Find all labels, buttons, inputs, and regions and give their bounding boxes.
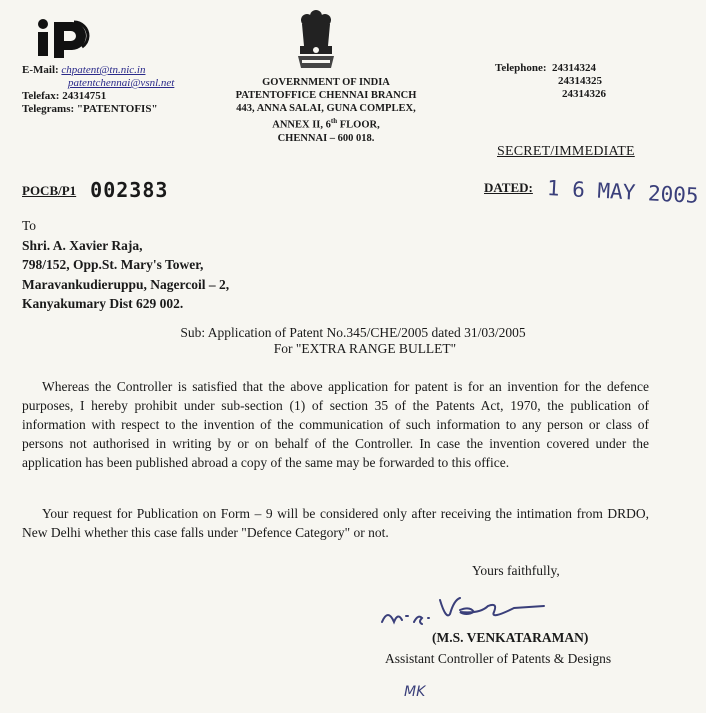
reference-line [22, 178, 168, 202]
telefax: Telefax: 24314751 [22, 90, 107, 102]
office-line-4: ANNEX II, 6th FLOOR, [272, 117, 380, 131]
telephone-number: 24314326 [562, 88, 606, 100]
classification-heading: SECRET/IMMEDIATE [497, 144, 635, 159]
office-line-2: PATENTOFFICE CHENNAI BRANCH [235, 90, 417, 101]
reference-number: 002383 [90, 178, 169, 202]
valediction: Yours faithfully, [472, 563, 560, 578]
office-address [226, 76, 426, 145]
address-line: Kanyakumary Dist 629 002. [22, 296, 184, 311]
date-stamp: 1 6 MAY 2005 [546, 176, 700, 208]
address-line: Shri. A. Xavier Raja, [22, 237, 143, 253]
telephone-label: Telephone: [495, 62, 547, 74]
handwritten-initials: MK [404, 684, 426, 700]
signatory-title: Assistant Controller of Patents & Designs [385, 651, 612, 666]
to-label: To [22, 218, 37, 233]
national-emblem-icon [294, 6, 338, 72]
body-paragraph-2: Your request for Publication on Form – 9 will be considered only after receiving the intimation from DRDO, New Delhi whether this case falls under "Defence Category" or not. [22, 506, 649, 540]
subject-line-2: For "EXTRA RANGE BULLET" [273, 341, 457, 356]
dated-label: DATED: [484, 180, 533, 195]
signatory-name: (M.S. VENKATARAMAN) [432, 630, 589, 645]
office-line-5: CHENNAI – 600 018. [277, 132, 375, 144]
ip-logo [36, 18, 96, 58]
recipient-address [22, 216, 229, 314]
office-line-3: 443, ANNA SALAI, GUNA COMPLEX, [236, 103, 416, 114]
body-paragraph-1: Whereas the Controller is satisfied that the above application for patent is for an invention for the defence purposes, I hereby prohibit under sub-section (1) of section 35 of the Patents Act, 1970, the publication of information with respect to the invention of the communication of such information to any person or class of persons not authorised in writing by or on behalf of the Controller. In case the invention covered under the application has been published abroad a copy of the same may be forwarded to this office. [22, 379, 649, 470]
telephone-number: 24314325 [558, 75, 602, 87]
address-line: Maravankudieruppu, Nagercoil – 2, [22, 276, 230, 292]
telephone-block [495, 62, 606, 101]
office-line-1: GOVERNMENT OF INDIA [262, 77, 390, 88]
reference-label: POCB/P1 [22, 183, 77, 198]
address-line: 798/152, Opp.St. Mary's Tower, [22, 257, 204, 272]
telegrams: Telegrams: "PATENTOFIS" [22, 103, 158, 115]
subject-block [0, 325, 706, 357]
contact-block [22, 64, 174, 116]
telephone-number: 24314324 [552, 62, 597, 74]
subject-line-1: Sub: Application of Patent No.345/CHE/2005 dated 31/03/2005 [180, 325, 526, 340]
email-link-1[interactable]: chpatent@tn.nic.in [61, 64, 146, 76]
email-link-2[interactable]: patentchennai@vsnl.net [68, 77, 175, 89]
email-label: E-Mail: [22, 64, 59, 76]
